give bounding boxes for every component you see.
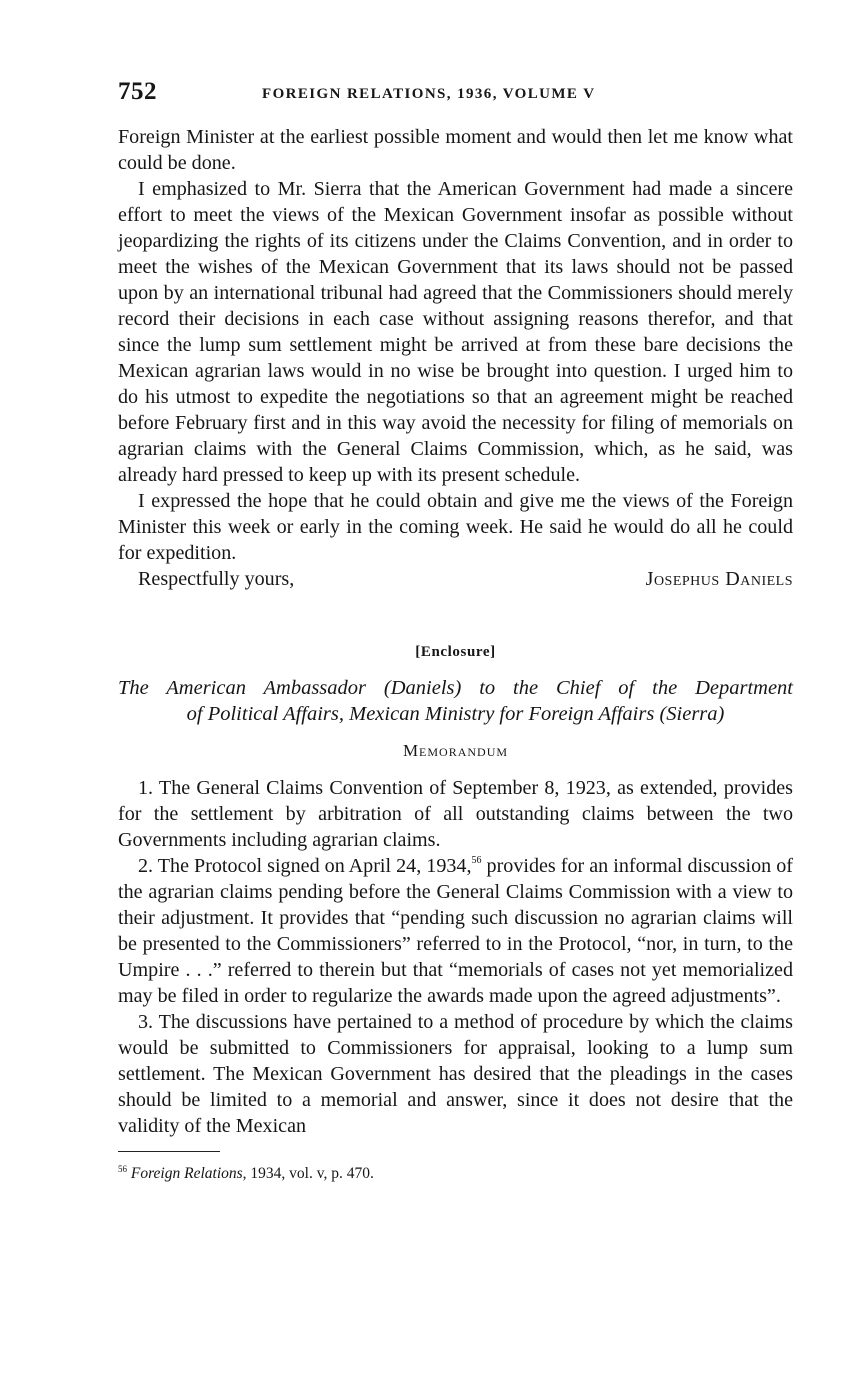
memo-item: 1. The General Claims Convention of September 8, 1923, as extended, provides for the settlement by arbitration of all outstanding claims between the two Governments including agrarian claims.	[118, 777, 793, 851]
memorandum-heading: Memorandum	[402, 741, 509, 760]
page-number: 752	[118, 78, 157, 105]
letter-paragraph: Foreign Minister at the earliest possible moment and would then let me know what could be done.	[118, 126, 793, 174]
letter-paragraph: I emphasized to Mr. Sierra that the American Government had made a sincere effort to meet the views of the Mexican Government insofar as possible without jeopardizing the rights of its citizens under the Claims Convention, and in order to meet the wishes of the Mexican Government that its laws should not be passed upon by an international tribunal had agreed that the Commissioners should merely record their decisions in each case without assigning reasons therefor, and that since the lump sum settlement might be arrived at from these bare decisions the Mexican agrarian laws would in no wise be brought into question. I urged him to do his utmost to expedite the negotiations so that an agreement might be reached before February first and in this way avoid the necessity for filing of memorials on agrarian claims with the General Claims Commission, which, as he said, was already hard pressed to keep up with its present schedule.	[118, 178, 793, 486]
footnote-source-title: Foreign Relations	[130, 1165, 243, 1182]
page-header	[118, 78, 793, 112]
footnote-mark: 56	[118, 1164, 127, 1174]
enclosure-label: [Enclosure]	[415, 644, 496, 660]
complimentary-close: Respectfully yours,	[138, 568, 295, 590]
document-title-line: The American Ambassador (Daniels) to the Chief of the Department	[118, 677, 793, 699]
letter-body	[118, 124, 793, 592]
document-page	[118, 78, 793, 1184]
running-head: FOREIGN RELATIONS, 1936, VOLUME V	[262, 86, 596, 102]
memo-item-text: provides for an informal discussion of the agrarian claims pending before the General Claims Commission with a view to their adjustment. It provides that “pending such discussion no agrarian claims will be presented to the Commissioners” referred to in the Protocol, “nor, in turn, to the Umpire . . .” referred to therein but that “memorials of cases not yet memorialized may be filed in order to regularize the awards made upon the agreed adjustments”.	[118, 855, 793, 1007]
footnote	[118, 1164, 793, 1184]
document-title	[118, 675, 793, 727]
footnote-text: , 1934, vol. v, p. 470.	[242, 1165, 374, 1182]
signature: Josephus Daniels	[645, 568, 793, 590]
letter-paragraph: I expressed the hope that he could obtain and give me the views of the Foreign Minister this week or early in the coming week. He said he would do all he could for expedition.	[118, 490, 793, 564]
memo-item: 3. The discussions have pertained to a method of procedure by which the claims would be submitted to Commissioners for appraisal, looking to a lump sum settlement. The Mexican Government has desired that the pleadings in the cases should be limited to a memorial and answer, since it does not desire that the validity of the Mexican	[118, 1011, 793, 1137]
memo-item-text: 2. The Protocol signed on April 24, 1934,	[138, 855, 472, 877]
memorandum-body	[118, 775, 793, 1139]
letter-closing	[118, 566, 793, 592]
footnote-reference[interactable]: 56	[471, 855, 482, 866]
footnote-divider	[118, 1151, 220, 1152]
document-title-line: of Political Affairs, Mexican Ministry for Foreign Affairs (Sierra)	[186, 703, 725, 725]
memo-item	[118, 853, 793, 1009]
